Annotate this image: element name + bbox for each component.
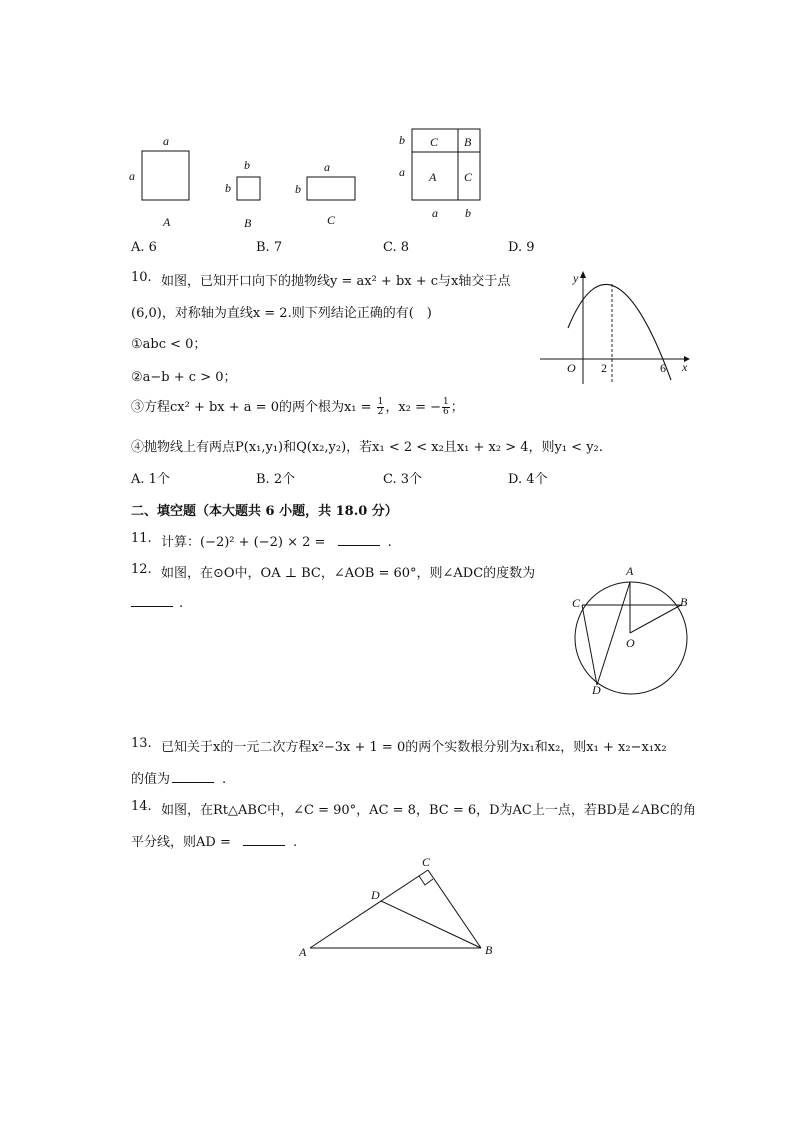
square-a-caption: A [163,215,171,229]
q11-answer-blank[interactable] [338,533,380,546]
q9-option-b: B. 7 [256,240,283,255]
rect-c-caption: C [327,213,336,227]
square-b [237,177,260,200]
right-angle-mark [419,876,433,885]
q12-answer-line: . [131,594,183,611]
y-axis-arrow-icon [580,271,586,278]
q12-circle-figure [564,560,704,700]
q11-number: 11. [131,531,152,546]
q11-text: 计算：(−2)² + (−2) × 2 = . [161,535,392,550]
tick-2-label: 2 [601,361,607,375]
q14-line2: 平分线，则AD = . [131,835,298,850]
q10-statement-2: ②a−b + c > 0； [131,370,237,385]
point-a-label: A [626,564,634,578]
q14-number: 14. [131,799,152,814]
grid-left-b: b [399,133,405,147]
q10-statement-4: ④抛物线上有两点P(x₁,y₁)和Q(x₂,y₂)，若x₁ < 2 < x₂且x₁ + x₂ > 4，则y₁ < y₂. [131,440,603,455]
grid-cell-c-right: C [464,170,473,184]
q12-number: 12. [131,562,152,577]
q10-statement-3 [131,396,464,417]
y-axis-label: y [573,271,579,285]
square-a [142,151,189,200]
x-axis-label: x [682,360,688,374]
q10-s3-part-c: ； [450,400,464,415]
point-a-label: A [299,945,307,959]
q10-number: 10. [131,270,152,285]
q9-option-d: D. 9 [508,240,535,255]
q10-option-c: C. 3个 [383,472,423,487]
point-b-label: B [680,595,688,609]
grid-left-a: a [399,165,405,179]
square-b-caption: B [244,216,252,230]
rect-c-top-label: a [324,160,330,174]
q10-option-b: B. 2个 [256,472,296,487]
grid-cell-a: A [429,170,437,184]
point-d-label: D [592,683,601,697]
point-o-label: O [626,636,635,650]
rect-c [307,177,355,200]
q10-s3-fraction-1: $\frac{1}{2}$ [377,397,384,417]
q10-option-a: A. 1个 [131,472,170,487]
q9-option-a: A. 6 [131,240,157,255]
tick-6-label: 6 [660,361,666,375]
q10-statement-1: ①abc < 0； [131,337,207,352]
q13-number: 13. [131,736,152,751]
grid-cell-c-top: C [430,135,439,149]
q10-option-d: D. 4个 [508,472,548,487]
square-a-left-label: a [129,169,135,183]
square-b-top-label: b [244,158,250,172]
origin-label: O [567,361,576,375]
q14-triangle-figure [292,850,512,965]
rect-c-left-label: b [295,182,301,196]
q10-s3-part-a: ③方程cx² + bx + a = 0的两个根为x₁ = [131,400,376,415]
q14-line1: 如图，在Rt△ABC中，∠C = 90°，AC = 8，BC = 6，D为AC上一点，若BD是∠ABC的角 [161,803,696,818]
grid-cell-b: B [464,135,472,149]
grid-bottom-b: b [465,206,471,220]
q9-figure [120,124,500,232]
grid-bottom-a: a [432,206,438,220]
q12-text: 如图，在⊙O中，OA ⊥ BC，∠AOB = 60°，则∠ADC的度数为 [161,566,536,581]
q9-option-c: C. 8 [383,240,410,255]
q13-answer-blank[interactable] [172,770,214,783]
point-c-label: C [422,855,431,869]
point-b-label: B [485,943,493,957]
square-a-top-label: a [163,134,169,148]
q10-s3-fraction-2: $\frac{1}{6}$ [443,397,449,417]
q12-answer-blank[interactable] [131,594,173,607]
q13-line1: 已知关于x的一元二次方程x²−3x + 1 = 0的两个实数根分别为x₁和x₂，则x₁ + x₂−x₁x₂ [161,740,667,755]
q10-parabola-graph [536,266,696,386]
point-d-label: D [371,888,380,902]
q14-answer-blank[interactable] [243,833,285,846]
point-c-label: C [572,596,581,610]
q10-line2: (6,0)，对称轴为直线x = 2.则下列结论正确的有( ) [131,306,432,321]
section-2-heading: 二、填空题（本大题共 6 小题，共 18.0 分） [131,504,398,519]
q10-line1: 如图，已知开口向下的抛物线y = ax² + bx + c与x轴交于点 [161,274,511,289]
square-b-left-label: b [225,181,231,195]
q10-s3-part-b: ，x₂ = − [385,400,441,415]
q13-line2: 的值为 . [131,772,227,787]
